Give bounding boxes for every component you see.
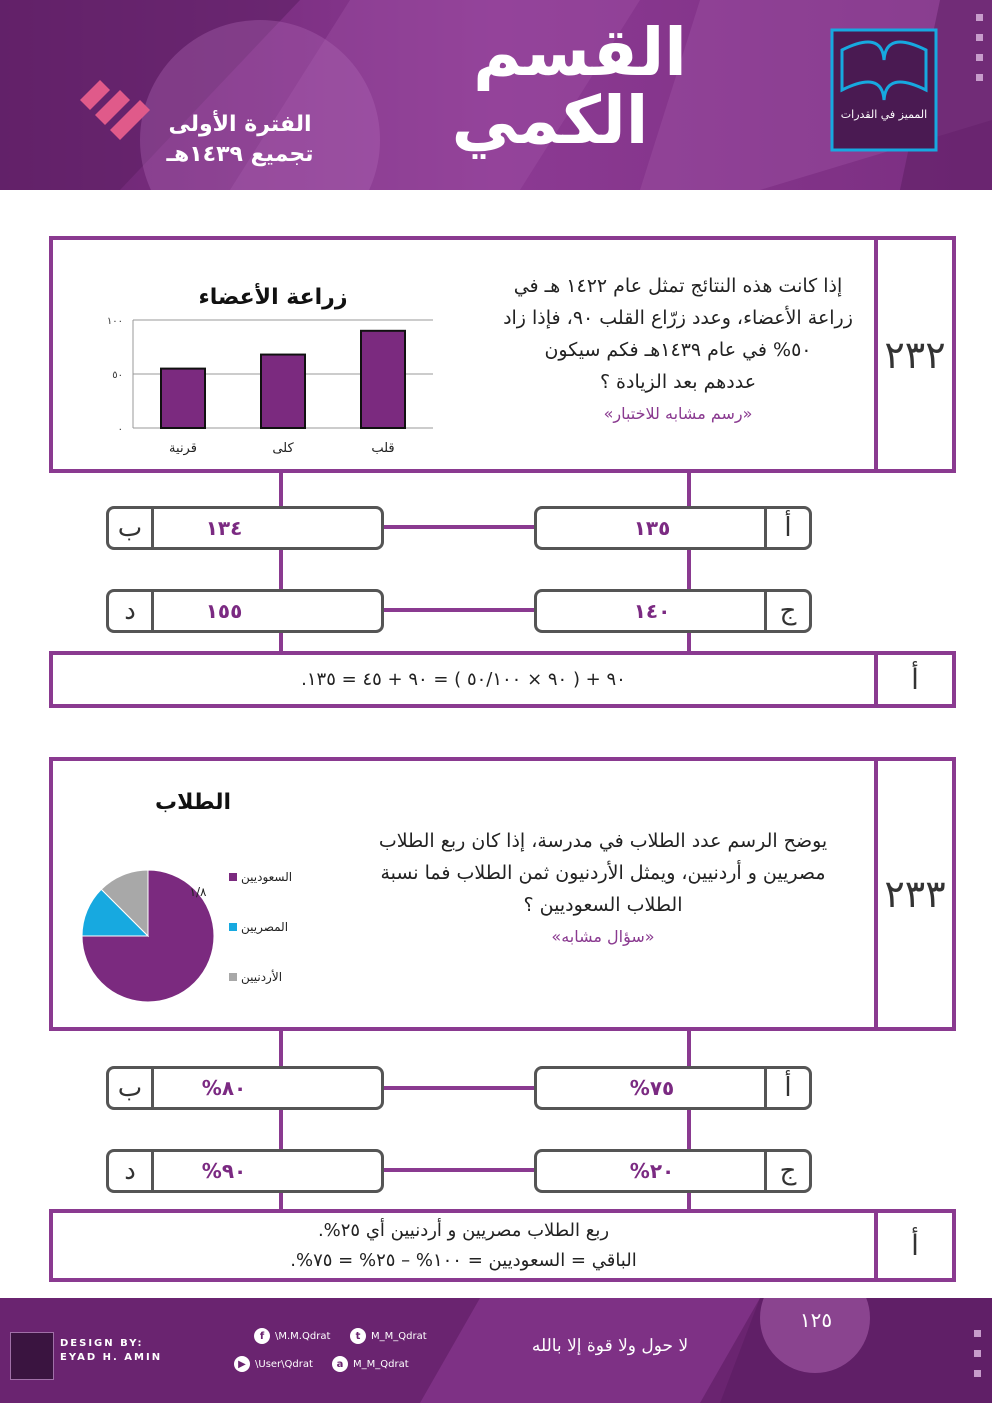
question-line: يوضح الرسم عدد الطلاب في مدرسة، إذا كان ربع الطلاب — [378, 830, 828, 852]
ask-icon: a — [332, 1356, 348, 1372]
pie-chart — [73, 771, 333, 1021]
option-d[interactable] — [106, 589, 384, 633]
connector — [687, 473, 691, 507]
section-title-line1: القسم — [473, 14, 687, 91]
question-tag: «سؤال مشابه» — [551, 927, 655, 946]
option-value: ١٥٥ — [205, 599, 243, 623]
legend-label: المصريين — [241, 920, 289, 934]
connector — [384, 1168, 534, 1172]
x-tick-label: قرنية — [169, 441, 197, 456]
calligraphy-text: لا حول ولا قوة إلا بالله — [531, 1336, 689, 1356]
section-title-line2: الكمي — [451, 82, 649, 159]
page-header — [0, 0, 992, 190]
legend-swatch — [229, 973, 237, 981]
option-letter: أ — [764, 1069, 809, 1107]
social-handle: M_M_Qdrat — [353, 1358, 409, 1370]
youtube-icon: ▶ — [234, 1356, 250, 1372]
bar — [161, 369, 205, 428]
social-handle: M_M_Qdrat — [371, 1330, 427, 1342]
question-card-232 — [49, 236, 956, 473]
question-number: ٢٣٢ — [874, 240, 952, 469]
connector — [279, 550, 283, 590]
question-line: مصريين و أردنيين، ويمثل الأردنيون ثمن الطلاب فما نسبة — [380, 862, 826, 884]
x-tick-label: كلى — [272, 441, 294, 456]
designer-logo-icon — [10, 1332, 54, 1380]
page-number: ١٢٥ — [799, 1308, 833, 1332]
logo — [822, 20, 944, 154]
option-a[interactable] — [534, 506, 812, 550]
option-value: ١٣٥ — [633, 516, 671, 540]
social-twitter[interactable] — [350, 1328, 427, 1344]
question-number: ٢٣٣ — [874, 761, 952, 1027]
pie-chart-svg — [73, 771, 333, 1021]
connector — [279, 1031, 283, 1067]
connector — [687, 1110, 691, 1150]
connector — [687, 550, 691, 590]
footer-dots — [972, 1328, 986, 1398]
question-card-233 — [49, 757, 956, 1031]
connector — [279, 633, 283, 652]
connector — [687, 1031, 691, 1067]
chart-title: زراعة الأعضاء — [198, 285, 348, 310]
social-youtube[interactable] — [234, 1356, 313, 1372]
answer-explanation — [53, 1213, 874, 1278]
chart-title: الطلاب — [154, 790, 232, 815]
connector — [279, 1110, 283, 1150]
legend-label: السعوديين — [241, 870, 293, 884]
connector — [384, 608, 534, 612]
logo-text: المميز في القدرات — [840, 108, 928, 121]
x-tick-label: قلب — [371, 441, 395, 456]
connector — [279, 473, 283, 507]
option-letter: ج — [764, 592, 809, 630]
y-tick-label: ٥٠ — [112, 370, 123, 381]
pie-annotation: ١/٨ — [189, 885, 207, 899]
question-line: زراعة الأعضاء، وعدد زرّاع القلب ٩٠، فإذا زاد — [503, 307, 853, 329]
question-line: إذا كانت هذه النتائج تمثل عام ١٤٢٢ هـ في — [513, 275, 843, 297]
question-line: الطلاب السعوديين ؟ — [523, 894, 683, 916]
social-handle: \User\Qdrat — [255, 1358, 313, 1370]
bar-chart-svg — [103, 260, 443, 470]
answer-line: الباقي = السعوديين = ١٠٠% – ٢٥% = ٧٥%. — [290, 1249, 637, 1271]
question-text — [473, 270, 883, 430]
page-footer — [0, 1298, 992, 1403]
social-facebook[interactable] — [254, 1328, 330, 1344]
legend-swatch — [229, 873, 237, 881]
legend-swatch — [229, 923, 237, 931]
option-value: %٢٠ — [629, 1159, 675, 1183]
y-tick-label: ١٠٠ — [106, 316, 123, 327]
book-logo-icon — [822, 20, 944, 154]
option-value: ١٤٠ — [633, 599, 671, 623]
facebook-icon: f — [254, 1328, 270, 1344]
option-value: %٨٠ — [201, 1076, 247, 1100]
option-letter: د — [109, 592, 154, 630]
social-handle: \M.M.Qdrat — [275, 1330, 331, 1342]
twitter-icon: t — [350, 1328, 366, 1344]
option-b[interactable] — [106, 506, 384, 550]
header-dots — [975, 10, 985, 90]
connector — [384, 1086, 534, 1090]
option-letter: ب — [109, 509, 154, 547]
question-line: عددهم بعد الزيادة ؟ — [599, 371, 757, 393]
design-by-label: DESIGN BY: — [60, 1338, 144, 1349]
option-value: ١٣٤ — [205, 516, 243, 540]
option-value: %٧٥ — [629, 1076, 675, 1100]
option-letter: أ — [764, 509, 809, 547]
answer-line: ربع الطلاب مصريين و أردنيين أي ٢٥%. — [317, 1219, 610, 1241]
bar — [361, 331, 405, 428]
question-line: ٥٠% في عام ١٤٣٩هـ فكم سيكون — [544, 339, 812, 361]
option-a[interactable] — [534, 1066, 812, 1110]
bar-chart — [103, 260, 443, 470]
question-tag: «رسم مشابه للاختبار» — [603, 404, 753, 423]
connector — [384, 525, 534, 529]
answer-explanation — [53, 655, 874, 704]
question-text — [333, 825, 873, 953]
option-b[interactable] — [106, 1066, 384, 1110]
y-tick-label: ٠ — [117, 424, 123, 435]
connector — [279, 1193, 283, 1210]
legend-label: الأردنيين — [241, 970, 283, 984]
answer-box-233 — [49, 1209, 956, 1282]
option-c[interactable] — [534, 589, 812, 633]
subtitle-line2: تجميع ١٤٣٩هـ — [166, 142, 314, 167]
connector — [687, 1193, 691, 1210]
option-letter: د — [109, 1152, 154, 1190]
designer-name: EYAD H. AMIN — [60, 1352, 163, 1363]
option-letter: ب — [109, 1069, 154, 1107]
bar — [261, 355, 305, 428]
answer-box-232 — [49, 651, 956, 708]
connector — [687, 633, 691, 652]
option-d[interactable] — [106, 1149, 384, 1193]
option-letter: ج — [764, 1152, 809, 1190]
option-value: %٩٠ — [201, 1159, 247, 1183]
answer-line: ٩٠ + ( ٩٠ × ٥٠/١٠٠ ) = ٩٠ + ٤٥ = ١٣٥. — [301, 668, 626, 690]
answer-letter: أ — [874, 1213, 952, 1278]
answer-letter: أ — [874, 655, 952, 704]
social-ask[interactable] — [332, 1356, 409, 1372]
subtitle-line1: الفترة الأولى — [168, 112, 312, 137]
option-c[interactable] — [534, 1149, 812, 1193]
